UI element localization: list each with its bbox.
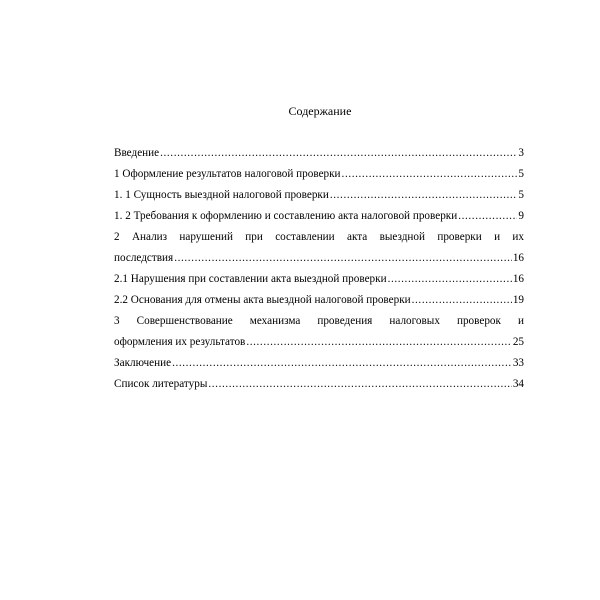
- toc-dot-leader: [458, 206, 517, 227]
- toc-page-number: 5: [518, 168, 524, 180]
- toc-dot-leader: [330, 185, 518, 206]
- toc-entry-introduction: [114, 143, 524, 164]
- toc-page-number: 25: [512, 336, 524, 348]
- toc-entry-first-line: [114, 227, 524, 248]
- toc-word: при: [245, 231, 263, 243]
- table-of-contents: [114, 143, 524, 395]
- toc-entry-last-line: [114, 248, 524, 269]
- toc-page-number: 16: [512, 273, 524, 285]
- toc-page-number: 5: [518, 189, 524, 201]
- toc-entry-label: 1 Оформление результатов налоговой проверки: [114, 168, 341, 180]
- toc-entry-label: 1. 2 Требования к оформлению и составлению акта налоговой проверки: [114, 210, 458, 222]
- toc-page-number: 9: [518, 210, 524, 222]
- toc-entry-label: 1. 1 Сущность выездной налоговой проверки: [114, 189, 329, 201]
- toc-dot-leader: [208, 374, 511, 395]
- toc-word: механизма: [249, 315, 301, 327]
- toc-entry-section-1-1: [114, 185, 524, 206]
- toc-entry-chapter-1: [114, 164, 524, 185]
- toc-dot-leader: [412, 290, 512, 311]
- toc-word: и: [518, 315, 524, 327]
- toc-entry-label: 2.2 Основания для отмены акта выездной налоговой проверки: [114, 294, 411, 306]
- toc-entry-chapter-2: [114, 227, 524, 269]
- toc-word: выездной: [379, 231, 425, 243]
- toc-page-number: 16: [512, 252, 524, 264]
- toc-word: Совершенствование: [136, 315, 233, 327]
- toc-entry-label: последствия: [114, 252, 174, 264]
- toc-word: их: [512, 231, 524, 243]
- toc-word: проверок: [456, 315, 501, 327]
- toc-entry-section-2-1: [114, 269, 524, 290]
- toc-page-number: 3: [518, 147, 524, 159]
- toc-word: проведения: [317, 315, 373, 327]
- toc-word: нарушений: [179, 231, 233, 243]
- toc-entry-section-2-2: [114, 290, 524, 311]
- toc-entry-label: оформления их результатов: [114, 336, 246, 348]
- toc-word: и: [494, 231, 501, 243]
- toc-entry-label: Список литературы: [114, 378, 208, 390]
- toc-entry-last-line: [114, 332, 524, 353]
- toc-word: 3: [114, 315, 120, 327]
- toc-entry-label: Введение: [114, 147, 160, 159]
- toc-word: акта: [347, 231, 368, 243]
- toc-word: Анализ: [131, 231, 168, 243]
- toc-entry-label: Заключение: [114, 357, 172, 369]
- toc-entry-chapter-3: [114, 311, 524, 353]
- toc-word: составлении: [275, 231, 335, 243]
- toc-dot-leader: [342, 164, 518, 185]
- toc-dot-leader: [172, 353, 512, 374]
- toc-entry-references: [114, 374, 524, 395]
- toc-page-number: 33: [512, 357, 524, 369]
- toc-dot-leader: [160, 143, 517, 164]
- toc-page-number: 19: [512, 294, 524, 306]
- page-title: Содержание: [288, 104, 352, 118]
- toc-word: 2: [114, 231, 120, 243]
- toc-page-number: 34: [512, 378, 524, 390]
- toc-word: налоговых: [389, 315, 440, 327]
- toc-entry-section-1-2: [114, 206, 524, 227]
- toc-entry-first-line: [114, 311, 524, 332]
- toc-entry-label: 2.1 Нарушения при составлении акта выездной проверки: [114, 273, 387, 285]
- toc-dot-leader: [246, 332, 511, 353]
- toc-dot-leader: [388, 269, 512, 290]
- toc-dot-leader: [174, 248, 512, 269]
- toc-entry-conclusion: [114, 353, 524, 374]
- toc-word: проверки: [437, 231, 482, 243]
